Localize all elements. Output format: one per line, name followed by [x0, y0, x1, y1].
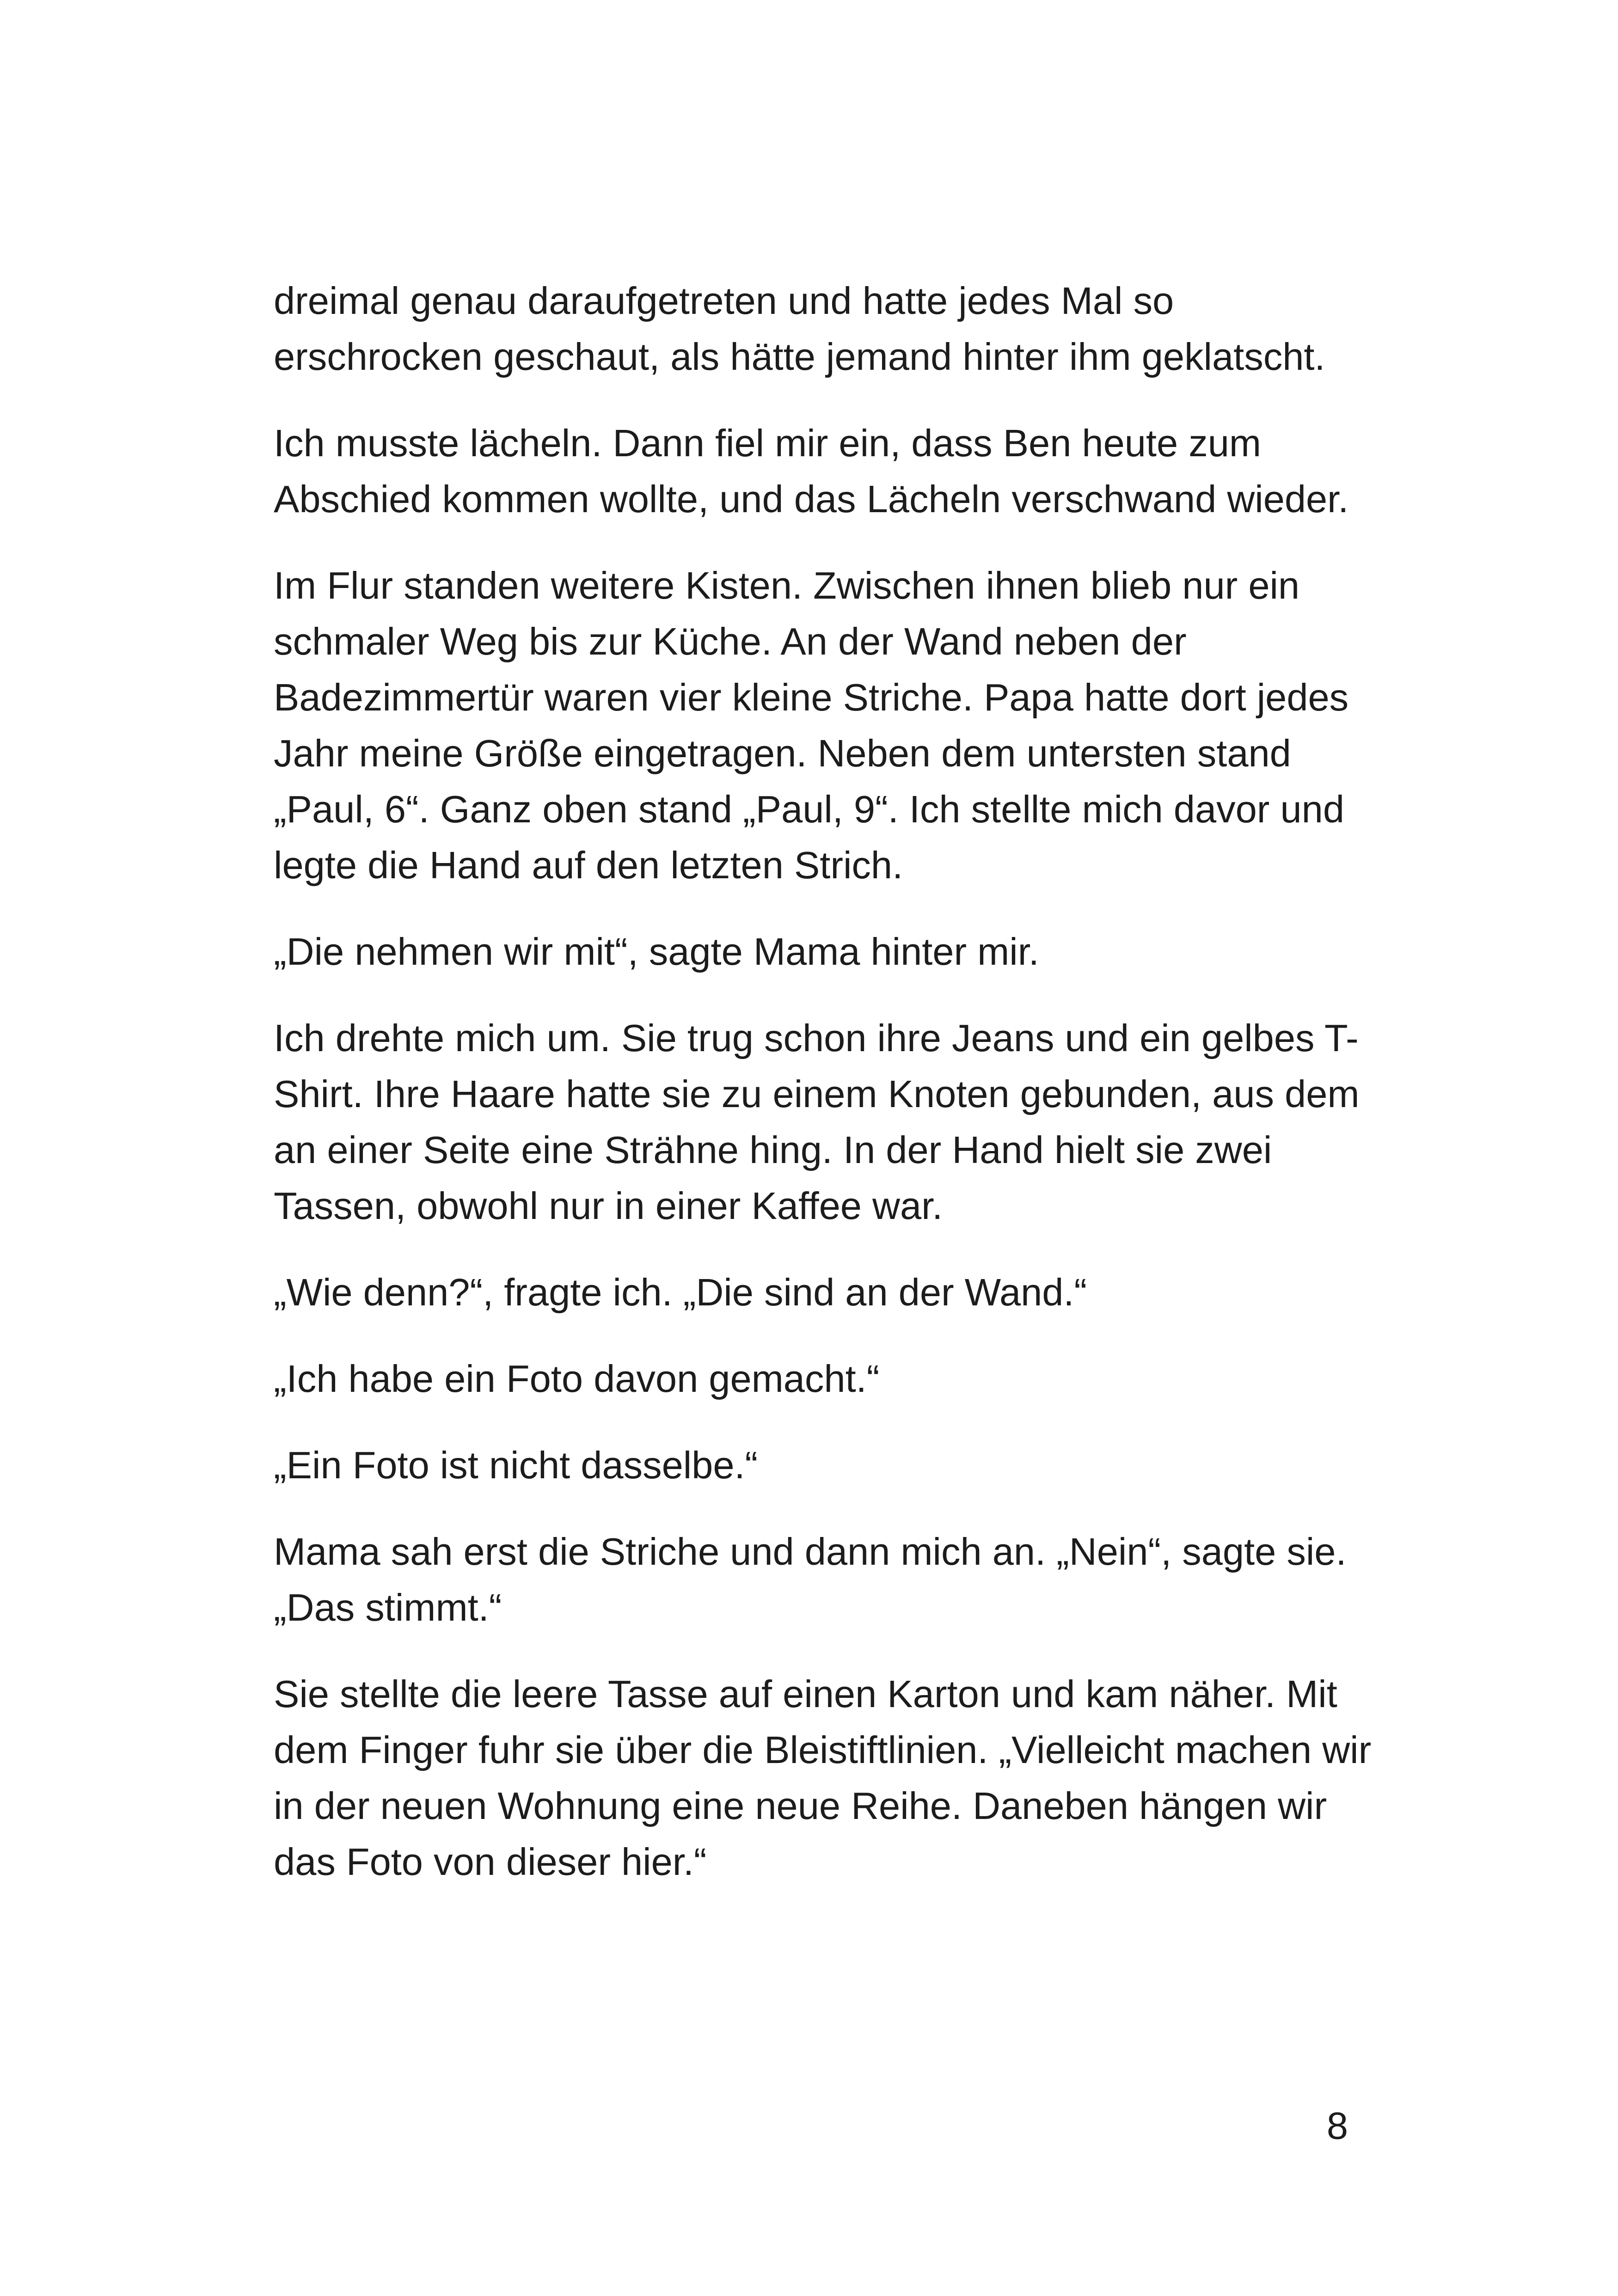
paragraph: „Die nehmen wir mit“, sagte Mama hinter mir. — [274, 930, 1039, 973]
paragraph: Ich drehte mich um. Sie trug schon ihre Jeans und ein gelbes T-Shirt. Ihre Haare hatte sie zu einem Knoten gebunden, aus dem an einer Seite eine Strähne hing. In der Hand hielt sie zwei Tassen, obwohl nur in einer Kaffee war. — [274, 1016, 1360, 1227]
paragraph: Sie stellte die leere Tasse auf einen Karton und kam näher. Mit dem Finger fuhr sie über die Bleistiftlinien. „Vielleicht machen wir in der neuen Wohnung eine neue Reihe. Daneben hängen wir das Foto von dieser hier.“ — [274, 1672, 1372, 1883]
paragraph: Ich musste lächeln. Dann fiel mir ein, dass Ben heute zum Abschied kommen wollte, und das Lächeln verschwand wieder. — [274, 422, 1349, 520]
paragraph: „Wie denn?“, fragte ich. „Die sind an der Wand.“ — [274, 1271, 1087, 1314]
paragraph: „Ich habe ein Foto davon gemacht.“ — [274, 1357, 880, 1400]
paragraph: „Ein Foto ist nicht dasselbe.“ — [274, 1444, 758, 1487]
body-text — [274, 273, 1374, 1920]
paragraph: Im Flur standen weitere Kisten. Zwischen ihnen blieb nur ein schmaler Weg bis zur Küche. An der Wand neben der Badezimmertür waren vier kleine Striche. Papa hatte dort jedes Jahr meine Größe eingetragen. Neben dem untersten stand „Paul, 6“. Ganz oben stand „Paul, 9“. Ich stellte mich davor und legte die Hand auf den letzten Strich. — [274, 564, 1349, 887]
paragraph: dreimal genau daraufgetreten und hatte jedes Mal so erschrocken geschaut, als hätte jemand hinter ihm geklatscht. — [274, 279, 1325, 378]
paragraph: Mama sah erst die Striche und dann mich an. „Nein“, sagte sie. „Das stimmt.“ — [274, 1530, 1347, 1629]
page-number: 8 — [1326, 2104, 1348, 2147]
